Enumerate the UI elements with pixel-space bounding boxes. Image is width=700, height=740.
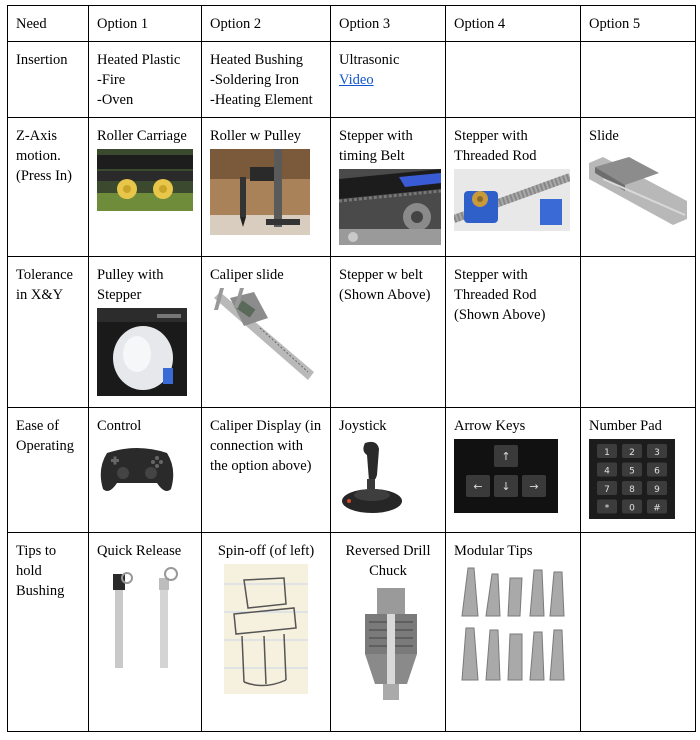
option-cell: Arrow Keys ↑ ← ↓ → xyxy=(446,408,581,533)
numpad-key-label: 0 xyxy=(629,503,635,514)
slide-image xyxy=(589,149,687,225)
arrow-down-label: ↓ xyxy=(501,480,511,493)
header-option-2: Option 2 xyxy=(202,6,331,42)
number-pad-image xyxy=(589,439,675,519)
option-cell: Number Pad 1 2 3 4 5 6 7 8 9 * 0 # xyxy=(581,408,696,533)
numpad-key-label: * xyxy=(604,503,610,514)
header-option-5: Option 5 xyxy=(581,6,696,42)
stepper-timing-belt-image xyxy=(339,169,441,245)
option-cell: Heated Plastic -Fire -Oven xyxy=(89,42,202,118)
numpad-key-label: 4 xyxy=(604,466,610,477)
option-cell: Caliper slide xyxy=(202,257,331,408)
need-cell: Tips to hold Bushing xyxy=(8,533,89,732)
header-row xyxy=(8,6,696,42)
drill-chuck-image xyxy=(351,584,431,704)
numpad-key-label: 8 xyxy=(629,485,635,495)
need-cell: Z-Axis motion. (Press In) xyxy=(8,118,89,257)
arrow-keys-image xyxy=(454,439,558,513)
row-tips xyxy=(8,533,696,732)
option-cell-empty xyxy=(581,42,696,118)
roller-pulley-image xyxy=(210,149,310,235)
row-z-axis xyxy=(8,118,696,257)
option-cell: Joystick xyxy=(331,408,446,533)
roller-carriage-image xyxy=(97,149,193,211)
numpad-key-label: 9 xyxy=(654,485,660,495)
numpad-key-label: 2 xyxy=(629,448,635,458)
option-cell: Slide xyxy=(581,118,696,257)
option-cell: Reversed Drill Chuck xyxy=(331,533,446,732)
option-cell: Stepper with timing Belt xyxy=(331,118,446,257)
spin-off-sketch-image xyxy=(224,564,308,694)
option-cell: Quick Release xyxy=(89,533,202,732)
row-tolerance xyxy=(8,257,696,408)
header-option-1: Option 1 xyxy=(89,6,202,42)
numpad-key-label: 3 xyxy=(654,448,660,458)
option-cell: Stepper with Threaded Rod (Shown Above) xyxy=(446,257,581,408)
header-need: Need xyxy=(8,6,89,42)
option-cell: Control xyxy=(89,408,202,533)
need-cell: Insertion xyxy=(8,42,89,118)
option-cell: Stepper with Threaded Rod xyxy=(446,118,581,257)
need-cell: Tolerance in X&Y xyxy=(8,257,89,408)
option-cell: Caliper Display (in connection with the option above) xyxy=(202,408,331,533)
option-cell: Heated Bushing -Soldering Iron -Heating Element xyxy=(202,42,331,118)
option-cell: Pulley with Stepper xyxy=(89,257,202,408)
header-option-3: Option 3 xyxy=(331,6,446,42)
quick-release-pin-image xyxy=(97,564,193,674)
option-cell: Stepper w belt (Shown Above) xyxy=(331,257,446,408)
need-cell: Ease of Operating xyxy=(8,408,89,533)
option-cell: Spin-off (of left) xyxy=(202,533,331,732)
option-cell: Modular Tips xyxy=(446,533,581,732)
option-cell-empty xyxy=(446,42,581,118)
pulley-stepper-image xyxy=(97,308,187,396)
option-cell: Roller Carriage xyxy=(89,118,202,257)
numpad-key-label: 5 xyxy=(629,466,635,477)
option-cell: Ultrasonic Video xyxy=(331,42,446,118)
options-table xyxy=(7,5,696,732)
gamepad-image xyxy=(97,439,177,497)
option-cell-empty xyxy=(581,257,696,408)
numpad-key-label: 1 xyxy=(604,448,610,458)
row-ease-of-operating xyxy=(8,408,696,533)
numpad-key-label: 6 xyxy=(654,466,660,477)
arrow-right-label: → xyxy=(529,480,539,493)
option-cell-empty xyxy=(581,533,696,732)
video-link[interactable]: Video xyxy=(339,72,374,88)
arrow-left-label: ← xyxy=(473,480,483,493)
joystick-image xyxy=(339,439,405,515)
arrow-up-label: ↑ xyxy=(501,450,511,463)
modular-tips-image xyxy=(454,564,572,688)
numpad-key-label: # xyxy=(653,503,661,514)
stepper-threaded-rod-image xyxy=(454,169,570,231)
option-cell: Roller w Pulley xyxy=(202,118,331,257)
header-option-4: Option 4 xyxy=(446,6,581,42)
numpad-key-label: 7 xyxy=(604,485,610,495)
caliper-image xyxy=(210,288,316,384)
row-insertion xyxy=(8,42,696,118)
